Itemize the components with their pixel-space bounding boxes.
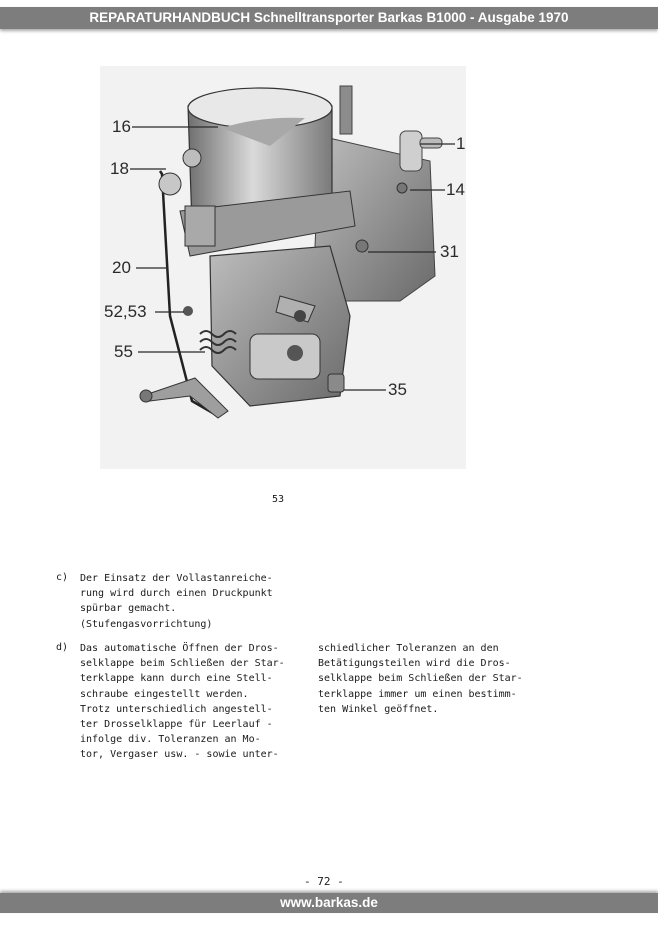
section-d-line: infolge div. Toleranzen an Mo- [80,734,261,746]
callout-35: 35 [388,380,407,399]
section-d-line: Trotz unterschiedlich angestell- [80,703,273,715]
callout-31: 31 [440,242,459,261]
callout-20: 20 [112,258,131,277]
section-c-marker: c) [56,572,69,583]
carburetor-photo [100,66,466,469]
section-d-line: terklappe immer um einen bestimm- [318,688,517,700]
section-d-left-text [80,641,285,763]
section-d-line: Das automatische Öffnen der Dros- [80,643,279,654]
section-d-marker: d) [56,642,69,653]
callout-55: 55 [114,342,133,361]
section-d-line: Betätigungsteilen wird die Dros- [318,658,511,670]
page-number: - 72 - [304,875,344,888]
section-c-line: spürbar gemacht. [80,603,177,615]
header-bar [0,7,658,29]
callout-18: 18 [110,159,129,178]
section-c-text [80,571,273,632]
section-c-line: (Stufengasvorrichtung) [80,618,213,630]
callout-16: 16 [112,117,131,136]
section-d-line: ter Drosselklappe für Leerlauf - [80,719,273,731]
section-c-line: rung wird durch einen Druckpunkt [80,588,273,600]
section-d-line: tor, Vergaser usw. - sowie unter- [80,749,279,761]
header-title: REPARATURHANDBUCH Schnelltransporter Barkas B1000 - Ausgabe 1970 [89,10,569,25]
footer-url[interactable]: www.barkas.de [280,895,378,910]
section-d-line: selklappe beim Schließen der Star- [80,658,285,670]
carburetor-illustration [100,66,466,469]
section-c-line: Der Einsatz der Vollastanreiche- [80,573,273,584]
section-d-line: schraube eingestellt werden. [80,688,249,700]
figure-number: 53 [272,494,285,505]
section-d-line: ten Winkel geöffnet. [318,703,439,715]
footer-bar [0,893,658,913]
section-d-right-text [318,641,523,717]
section-d-line: schiedlicher Toleranzen an den [318,643,499,654]
callout-1: 1 [456,134,466,153]
section-d-line: terklappe kann durch eine Stell- [80,673,273,685]
callout-52-53: 52,53 [104,302,147,321]
callout-14: 14 [446,180,465,199]
section-d-line: selklappe beim Schließen der Star- [318,673,523,685]
